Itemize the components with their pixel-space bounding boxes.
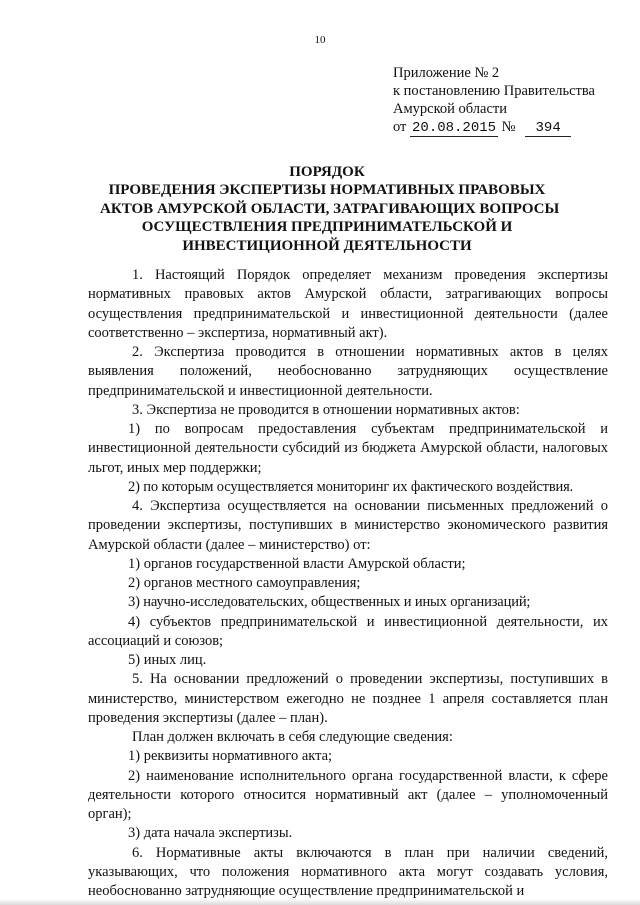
list-item: 1) органов государственной власти Амурской области; [128, 555, 466, 572]
page-number: 10 [314, 34, 326, 46]
document-title [100, 163, 560, 255]
number-label: № [501, 119, 516, 135]
list-item: 3) научно-исследовательских, общественных и иных организаций; [128, 594, 531, 611]
paragraph: 4. Экспертиза осуществляется на основании письменных предложений о проведении экспертизы, поступивших в министерство экономического развития Амурской области (далее – министерство) от: [88, 498, 608, 553]
list-item: 2) органов местного самоуправления; [128, 575, 361, 591]
list-item: 1) по вопросам предоставления субъектам предпринимательской и инвестиционной деятельности субсидий из бюджета Амурской области, налоговых льгот, иных мер поддержки; [88, 421, 608, 476]
scan-edge [0, 899, 640, 905]
title-line: ОСУЩЕСТВЛЕНИЯ ПРЕДПРИНИМАТЕЛЬСКОЙ И [141, 219, 513, 236]
title-line: ПОРЯДОК [289, 164, 365, 180]
paragraph: 1. Настоящий Порядок определяет механизм проведения экспертизы нормативных правовых актов Амурской области, затрагивающих вопросы осуществления предпринимательской и инвестиционной деятельности (далее соответственно – экспертиза, нормативный акт). [88, 267, 608, 341]
resolution-number: 394 [525, 120, 571, 137]
from-label: от [393, 119, 407, 135]
paragraph: План должен включать в себя следующие сведения: [132, 729, 453, 745]
title-line: АКТОВ АМУРСКОЙ ОБЛАСТИ, ЗАТРАГИВАЮЩИХ ВОПРОСЫ [100, 200, 560, 217]
resolution-date: 20.08.2015 [412, 120, 497, 136]
appendix-date-line [393, 118, 595, 137]
appendix-block [393, 64, 595, 137]
list-item: 4) субъектов предпринимательской и инвестиционной деятельности, их ассоциаций и союзов; [88, 613, 608, 649]
document-body [88, 266, 608, 901]
list-item: 2) наименование исполнительного органа государственной власти, к сфере деятельности которого относится нормативный акт (далее – уполномоченный орган); [88, 767, 608, 822]
appendix-region-line: Амурской области [393, 101, 507, 117]
title-line: ПРОВЕДЕНИЯ ЭКСПЕРТИЗЫ НОРМАТИВНЫХ ПРАВОВЫХ [108, 182, 546, 199]
paragraph: 2. Экспертиза проводится в отношении нормативных актов в целях выявления положений, необоснованно затрудняющих осуществление предпринимательской и инвестиционной деятельности. [88, 344, 608, 399]
list-item: 3) дата начала экспертизы. [128, 825, 293, 842]
list-item: 1) реквизиты нормативного акта; [128, 748, 333, 765]
paragraph: 3. Экспертиза не проводится в отношении нормативных актов: [132, 401, 520, 418]
paragraph: 5. На основании предложений о проведении экспертизы, поступивших в министерство, министерством ежегодно не позднее 1 апреля составляется план проведения экспертизы (далее – план). [88, 671, 608, 726]
list-item: 2) по которым осуществляется мониторинг их фактического воздействия. [128, 478, 574, 495]
paragraph: 6. Нормативные акты включаются в план при наличии сведений, указывающих, что положения нормативного акта могут создавать условия, необоснованно затрудняющие осуществление предпринимательской и [88, 844, 608, 899]
appendix-title: Приложение № 2 [393, 65, 500, 81]
title-line: ИНВЕСТИЦИОННОЙ ДЕЯТЕЛЬНОСТИ [182, 237, 472, 254]
appendix-resolution-line: к постановлению Правительства [393, 83, 595, 99]
list-item: 5) иных лиц. [128, 652, 207, 668]
